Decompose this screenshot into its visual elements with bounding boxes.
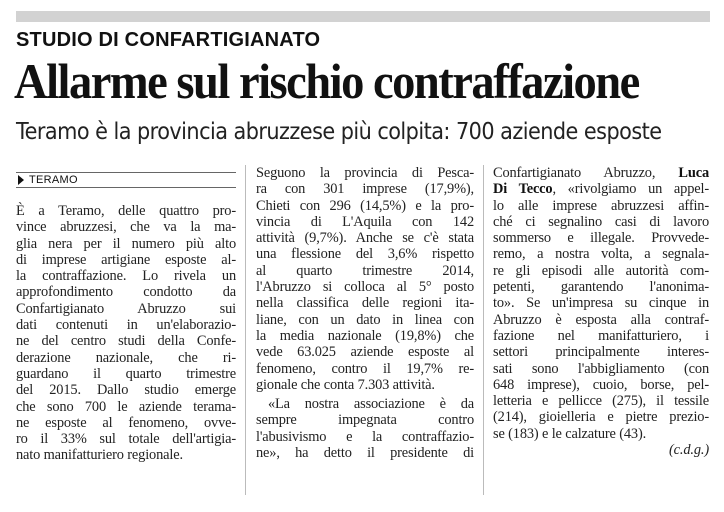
header-rule <box>16 11 710 22</box>
article-column-1 <box>16 166 236 464</box>
body-line: fenomeno, contro il 19,7% re- <box>256 360 474 377</box>
body-line: sempre impegnata contro <box>256 412 474 429</box>
kicker: STUDIO DI CONFARTIGIANATO <box>16 29 321 51</box>
body-line <box>493 181 709 197</box>
body-line: «La nostra associazione è da <box>268 396 474 413</box>
body-line: lo alle imprese abruzzesi affin- <box>493 197 709 214</box>
body-line: vincia di L'Aquila con 142 <box>256 213 474 230</box>
body-line: 648 imprese), cuoio, borse, pel- <box>493 376 709 393</box>
subheadline: Teramo è la provincia abruzzese più colpita: 700 aziende esposte <box>16 119 662 145</box>
body-line: l'Abruzzo si colloca al 5° posto <box>256 279 474 296</box>
body-line: remo, a nostra volta, a segnala- <box>493 246 709 263</box>
article-column-3 <box>493 165 709 458</box>
body-line: re gli episodi alle autorità com- <box>493 262 709 279</box>
body-line <box>493 165 709 181</box>
body-line: ne», ha detto il presidente di <box>256 445 474 462</box>
person-name: Luca <box>678 165 709 181</box>
body-line: guardano il quarto trimestre <box>16 365 236 382</box>
body-line: Confartigianato Abruzzo sui <box>16 300 236 317</box>
body-line: nella classifica delle regioni ita- <box>256 295 474 312</box>
body-line: Seguono la provincia di Pesca- <box>256 165 474 181</box>
body-line: al quarto trimestre 2014, <box>256 262 474 279</box>
body-line: una flessione del 3,6% rispetto <box>256 246 474 263</box>
body-line: petenti, garantendo l'anonima- <box>493 279 709 296</box>
location-label: TERAMO <box>29 173 78 186</box>
body-line: ra con 301 imprese (17,9%), <box>256 181 474 198</box>
body-line: vince abruzzesi, che va la ma- <box>16 219 236 236</box>
body-line: ché ci segnalino casi di lavoro <box>493 213 709 230</box>
body-line: ne del centro studi della Confe- <box>16 333 236 350</box>
body-line: approfondimento condotto da <box>16 284 236 301</box>
body-line: che sono 700 le aziende terama- <box>16 398 236 415</box>
body-line: nato manifatturiero regionale. <box>16 447 183 464</box>
body-line: ne esposte al fenomeno, ovve- <box>16 414 236 431</box>
arrow-right-icon <box>18 175 24 185</box>
body-line: liane, con un dato in linea con <box>256 311 474 328</box>
body-line: ro il 33% sul totale dell'artigia- <box>16 431 236 448</box>
body-line: derazione nazionale, che ri- <box>16 349 236 366</box>
body-line: È a Teramo, delle quattro pro- <box>16 203 236 219</box>
body-line: glia nera per il numero più alto <box>16 235 236 252</box>
body-line: l'abusivismo e la contraffazio- <box>256 428 474 445</box>
body-line: (214), gioielleria e pietre prezio- <box>493 409 709 426</box>
body-line: settori principalmente interes- <box>493 344 709 361</box>
body-line: sommerso e illegale. Provvede- <box>493 230 709 247</box>
person-name: Di Tecco <box>493 181 553 198</box>
body-line: la media nazionale (19,8%) che <box>256 327 474 344</box>
body-text: , «rivolgiamo un appel- <box>552 181 709 198</box>
body-line: sati sono l'abbigliamento (con <box>493 360 709 377</box>
article-column-2 <box>256 165 474 461</box>
body-line: del 2015. Dallo studio emerge <box>16 382 236 399</box>
body-line: fazione nel manifatturiero, i <box>493 327 709 344</box>
body-line: se (183) e le calzature (43). <box>493 425 647 442</box>
column-divider-1 <box>245 165 246 495</box>
body-line: di imprese artigiane esposte al- <box>16 251 236 268</box>
body-line: attività (9,7%). Anche se c'è stata <box>256 230 474 247</box>
byline-initials: (c.d.g.) <box>669 442 709 459</box>
body-line: vede 63.025 aziende esposte al <box>256 344 474 361</box>
body-line: gionale che conta 7.303 attività. <box>256 376 435 393</box>
location-tag <box>16 172 236 188</box>
body-text: Confartigianato Abruzzo, <box>493 165 656 181</box>
body-line: Chieti con 296 (14,5%) e la pro- <box>256 197 474 214</box>
body-line: to». Se un'impresa su cinque in <box>493 295 709 312</box>
body-line: dati contenuti in un'elaborazio- <box>16 317 236 334</box>
body-line: Abruzzo è esposta alla contraf- <box>493 311 709 328</box>
body-line: letteria e pellicce (275), il tessile <box>493 393 709 410</box>
headline: Allarme sul rischio contraffazione <box>14 53 639 109</box>
body-line: la contraffazione. Lo rivela un <box>16 268 236 285</box>
column-divider-2 <box>483 165 484 495</box>
